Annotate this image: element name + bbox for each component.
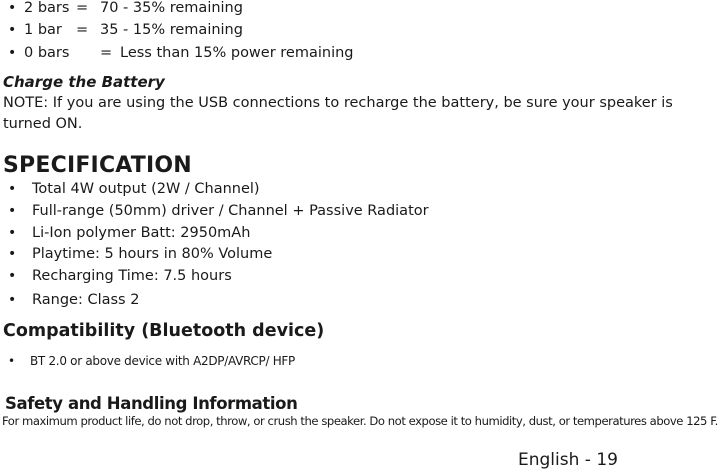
battery-bars: 2 bars [24, 0, 70, 16]
bullet-icon: • [8, 203, 17, 219]
spec-item [0, 268, 629, 288]
spec-item-text: Total 4W output (2W / Channel) [32, 181, 260, 197]
safety-body: For maximum product life, do not drop, throw, or crush the speaker. Do not expose it to humidity, dust, or temperatures above 125 F. [2, 414, 718, 428]
bullet-icon: • [8, 246, 17, 262]
spec-item-text: Range: Class 2 [32, 292, 140, 308]
spec-item [0, 246, 629, 266]
battery-bars: 1 bar [24, 22, 62, 38]
compatibility-item-text: BT 2.0 or above device with A2DP/AVRCP/ HFP [30, 354, 295, 368]
charge-note-line-2: turned ON. [3, 116, 83, 132]
bullet-icon: • [8, 268, 17, 284]
compatibility-heading: Compatibility (Bluetooth device) [3, 321, 325, 341]
equals-sign: = [76, 0, 89, 16]
battery-level-description: Less than 15% power remaining [120, 45, 354, 61]
spec-item [0, 225, 629, 245]
charge-note-line-1: NOTE: If you are using the USB connections to recharge the battery, be sure your speaker is [3, 95, 673, 111]
bullet-icon: • [8, 225, 17, 241]
page-number-footer: English - 19 [518, 450, 618, 470]
battery-level-item [0, 45, 629, 65]
spec-item-text: Li-Ion polymer Batt: 2950mAh [32, 225, 251, 241]
spec-item-text: Playtime: 5 hours in 80% Volume [32, 246, 273, 262]
bullet-icon: • [8, 292, 17, 308]
battery-level-description: 35 - 15% remaining [100, 22, 243, 38]
bullet-icon: • [8, 0, 17, 16]
specification-heading: SPECIFICATION [3, 153, 192, 178]
bullet-icon: • [8, 354, 16, 368]
bullet-icon: • [8, 22, 17, 38]
bullet-icon: • [8, 181, 17, 197]
charge-battery-heading: Charge the Battery [3, 73, 165, 91]
spec-item [0, 292, 629, 312]
bullet-icon: • [8, 45, 17, 61]
spec-item-text: Full-range (50mm) driver / Channel + Passive Radiator [32, 203, 429, 219]
spec-item-text: Recharging Time: 7.5 hours [32, 268, 232, 284]
battery-level-item [0, 0, 629, 20]
equals-sign: = [76, 22, 89, 38]
battery-level-description: 70 - 35% remaining [100, 0, 243, 16]
battery-bars: 0 bars [24, 45, 70, 61]
battery-level-item [0, 22, 629, 42]
spec-item [0, 181, 629, 201]
equals-sign: = [100, 45, 113, 61]
compatibility-item [0, 354, 629, 372]
spec-item [0, 203, 629, 223]
safety-heading: Safety and Handling Information [5, 394, 298, 413]
